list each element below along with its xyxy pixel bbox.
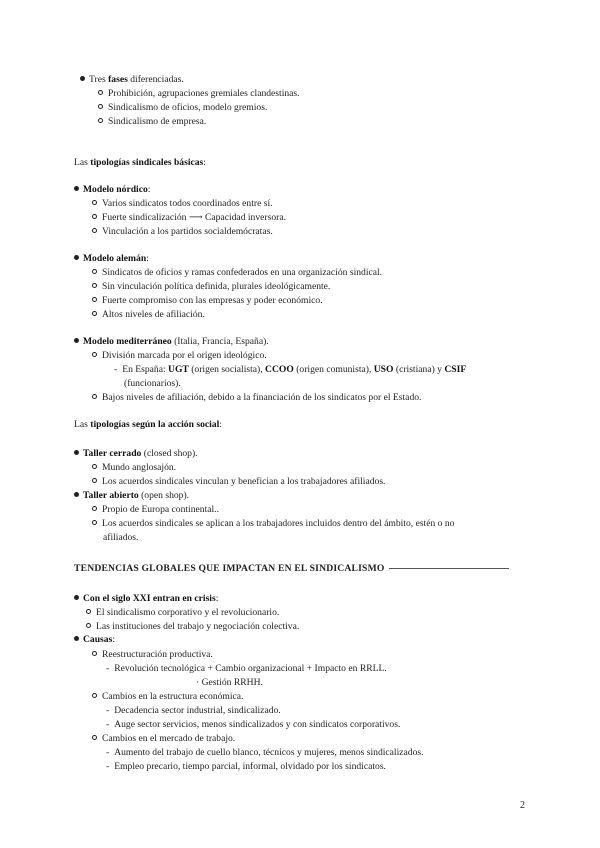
bullet (74, 186, 79, 191)
list-item (86, 621, 299, 633)
siglo-title (74, 593, 218, 605)
fases-bold: fases (108, 74, 128, 85)
list-item (92, 476, 385, 488)
title-post: (Italia, Francia, España). (171, 336, 269, 347)
sub-item-text: Revolución tecnológica + Cambio organizacional + Impacto en RRLL. (114, 663, 387, 674)
bullet (92, 228, 97, 233)
list-item-text: Sindicalismo de empresa. (108, 116, 207, 127)
bullet (92, 352, 97, 357)
sub-item-text: Aumento del trabajo de cuello blanco, técnicos y mujeres, menos sindicalizados. (114, 747, 424, 758)
sub-item (106, 663, 387, 675)
bullet (92, 269, 97, 274)
bullet (92, 693, 97, 698)
ccoo-desc: (origen comunista), (293, 364, 374, 375)
page-number: 2 (520, 800, 525, 811)
list-item-text: Las instituciones del trabajo y negociación colectiva. (96, 621, 300, 632)
heading-pre: Las (74, 419, 91, 430)
list-item-text: Sin vinculación política definida, plurales ideológicamente. (102, 281, 331, 292)
list-item (92, 226, 273, 238)
title-post: (open shop). (138, 490, 190, 501)
bullet (92, 478, 97, 483)
bullet (74, 338, 79, 343)
title-bold: Causas (83, 634, 113, 645)
list-item (92, 649, 213, 661)
list-item (98, 116, 206, 128)
fases-pre: Tres (89, 74, 109, 85)
list-item (86, 607, 279, 619)
list-item (92, 733, 235, 745)
title-post: : (112, 634, 115, 645)
list-item-text: Bajos niveles de afiliación, debido a la financiación de los sindicatos por el Estado. (102, 392, 422, 403)
bullet (92, 506, 97, 511)
title-post: : (147, 184, 151, 195)
taller-cerrado-title (74, 448, 198, 460)
section-title: TENDENCIAS GLOBALES QUE IMPACTAN EN EL SINDICALISMO (74, 563, 385, 574)
bullet (92, 651, 97, 656)
title-bold: Taller abierto (83, 490, 139, 501)
list-item-text: Fuerte compromiso con las empresas y poder económico. (102, 295, 323, 306)
sub-item: · Gestión RRHH. (196, 677, 263, 688)
list-item (92, 198, 273, 210)
bullet (92, 283, 97, 288)
list-item (92, 295, 323, 307)
uso-label: USO (373, 364, 394, 375)
title-bold: Con el siglo XXI entran en crisis (83, 593, 216, 604)
bullet (86, 609, 91, 614)
list-item-text: Propio de Europa continental.. (102, 504, 219, 515)
sub-item (106, 705, 281, 717)
heading-rule (389, 568, 509, 569)
title-bold: Modelo mediterráneo (83, 336, 172, 347)
title-bold: Modelo nórdico (83, 184, 148, 195)
sub-item-text: Decadencia sector industrial, sindicalizado. (114, 705, 281, 716)
list-item (92, 392, 421, 404)
csif-label: CSIF (444, 364, 467, 375)
list-item-continuation: afiliados. (103, 532, 139, 543)
list-item (98, 102, 267, 114)
ccoo-label: CCOO (265, 364, 294, 375)
list-item (92, 309, 205, 321)
mediterraneo-title (74, 336, 269, 348)
causas-title (74, 634, 115, 646)
title-post: (closed shop). (141, 448, 198, 459)
list-item-text: Cambios en el mercado de trabajo. (102, 733, 236, 744)
dash-bullet: - (114, 364, 118, 375)
taller-abierto-title (74, 490, 189, 502)
aleman-title (74, 253, 149, 265)
list-item-text: El sindicalismo corporativo y el revolucionario. (96, 607, 280, 618)
bullet (92, 200, 97, 205)
tipologias-basicas-heading (74, 157, 206, 169)
nordico-title (74, 184, 150, 196)
bullet (98, 90, 103, 95)
heading-pre: Las (74, 157, 91, 168)
sub-item (106, 761, 386, 773)
ugt-label: UGT (168, 364, 189, 375)
list-item-text: Reestructuración productiva. (102, 649, 213, 660)
sub-item (106, 747, 424, 759)
title-bold: Taller cerrado (83, 448, 142, 459)
list-item (92, 518, 454, 530)
bullet (80, 76, 85, 81)
list-item-text: Los acuerdos sindicales vinculan y benefician a los trabajadores afiliados. (102, 476, 386, 487)
list-item-text: Fuerte sindicalización ⟶ Capacidad inversora. (102, 212, 286, 223)
bullet (92, 520, 97, 525)
list-item-text: Los acuerdos sindicales se aplican a los trabajadores incluidos dentro del ámbito, estén o no (102, 518, 455, 529)
list-item-text: Varios sindicatos todos coordinados entre sí. (102, 198, 273, 209)
espana-line (114, 364, 466, 376)
list-item (92, 281, 330, 293)
bullet (74, 492, 79, 497)
espana-pre: En España: (122, 364, 169, 375)
title-post: : (215, 593, 219, 604)
bullet (92, 297, 97, 302)
title-bold: Modelo alemán (83, 253, 147, 264)
bullet (74, 636, 79, 641)
uso-desc: (cristiana) y (393, 364, 445, 375)
bullet (74, 450, 79, 455)
sub-item-text: Empleo precario, tiempo parcial, informal, olvidado por los sindicatos. (114, 761, 386, 772)
tendencias-heading (74, 563, 509, 575)
bullet (74, 595, 79, 600)
list-item (92, 691, 243, 703)
dash-bullet: - (106, 719, 110, 730)
ugt-desc: (origen socialista), (188, 364, 266, 375)
sub-item-text: Auge sector servicios, menos sindicalizados y con sindicatos corporativos. (114, 719, 401, 730)
dash-bullet: - (106, 761, 110, 772)
list-item-text: Altos niveles de afiliación. (102, 309, 205, 320)
dash-bullet: - (106, 747, 110, 758)
heading-post: : (203, 157, 206, 168)
heading-bold: tipologías sindicales básicas (90, 157, 204, 168)
bullet (92, 464, 97, 469)
list-item-text: Cambios en la estructura económica. (102, 691, 244, 702)
list-item (92, 267, 382, 279)
list-item (92, 350, 267, 362)
heading-post: : (219, 419, 222, 430)
bullet (92, 311, 97, 316)
fases-item (80, 74, 184, 86)
csif-desc: (funcionarios). (124, 378, 181, 389)
bullet (92, 394, 97, 399)
list-item (98, 88, 300, 100)
bullet (74, 255, 79, 260)
title-post: : (146, 253, 149, 264)
list-item (92, 462, 176, 474)
sub-item (106, 719, 400, 731)
dash-bullet: - (106, 663, 110, 674)
bullet (86, 623, 91, 628)
list-item-text: Sindicalismo de oficios, modelo gremios. (108, 102, 268, 113)
bullet (98, 104, 103, 109)
dash-bullet: - (106, 705, 110, 716)
list-item (92, 212, 286, 224)
fases-post: diferenciadas. (127, 74, 184, 85)
tipologias-accion-heading (74, 419, 222, 431)
list-item-text: Prohibición, agrupaciones gremiales clandestinas. (108, 88, 300, 99)
bullet (98, 118, 103, 123)
bullet (92, 214, 97, 219)
list-item-text: Mundo anglosajón. (102, 462, 177, 473)
list-item (92, 504, 219, 516)
bullet (92, 735, 97, 740)
list-item-text: Sindicatos de oficios y ramas confederados en una organización sindical. (102, 267, 383, 278)
list-item-text: División marcada por el origen ideológico. (102, 350, 267, 361)
heading-bold: tipologías según la acción social (90, 419, 220, 430)
list-item-text: Vinculación a los partidos socialdemócratas. (102, 226, 273, 237)
